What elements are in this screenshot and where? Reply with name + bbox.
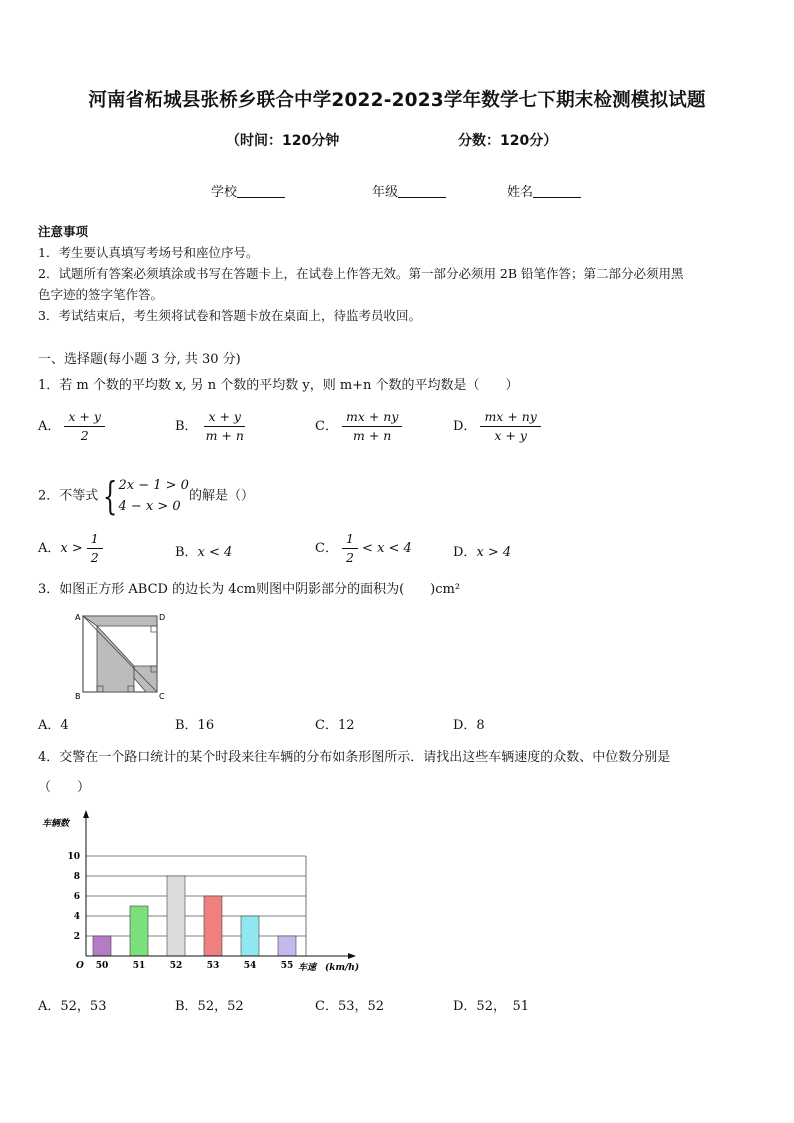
q1-option-d: D． $\frac{mx + ny}{x + y}$	[453, 410, 541, 443]
school-blank	[237, 185, 285, 198]
x-tick-label: 54	[243, 961, 257, 971]
q3-option-b: B．16	[175, 718, 215, 733]
q4-option-c: C．53，52	[315, 999, 385, 1014]
inequality-system: 2x − 1 > 0 4 − x > 0	[118, 478, 189, 514]
q4-option-a: A．52，53	[38, 999, 107, 1014]
bar-51	[130, 906, 148, 956]
name-label: 姓名	[507, 185, 534, 200]
x-axis-arrow	[348, 953, 356, 959]
q2-option-b: B．x < 4	[175, 545, 233, 560]
vertex-c: C	[159, 692, 165, 701]
y-tick-label: 8	[73, 872, 80, 882]
school-label: 学校	[211, 185, 238, 200]
question-4-paren: （ ）	[38, 780, 91, 795]
notes-line-2b: 色字迹的签字笔作答。	[38, 287, 164, 302]
y-tick-label: 4	[73, 912, 80, 922]
x-axis-title: 车速 (km/h)	[298, 963, 360, 973]
x-tick-label: 52	[169, 961, 183, 971]
chart-grid	[86, 856, 306, 956]
y-tick-label: 6	[73, 892, 80, 902]
vertex-a: A	[75, 613, 81, 622]
q2-option-d: D．x > 4	[453, 545, 512, 560]
q1-option-b: B． $\frac{x + y}{m + n}$	[175, 409, 244, 443]
question-4-stem: 4．交警在一个路口统计的某个时段来往车辆的分布如条形图所示．请找出这些车辆速度的众数、中位数分别是	[38, 750, 671, 765]
grade-label: 年级	[372, 185, 399, 200]
vertex-d: D	[159, 613, 166, 622]
x-tick-label: 53	[206, 961, 220, 971]
section-heading: 一、选择题(每小题 3 分, 共 30 分)	[38, 352, 241, 367]
origin-label: O	[76, 961, 84, 971]
speed-bar-chart	[38, 808, 368, 980]
x-tick-label: 50	[95, 961, 109, 971]
vertex-b: B	[75, 692, 81, 701]
square-figure	[70, 608, 170, 704]
grade-field	[372, 181, 446, 200]
brace-symbol: {	[103, 474, 118, 518]
q2-option-c: C． $\frac{1}{2}$ < x < 4	[315, 531, 412, 565]
q1-option-a: A． $\frac{x + y}{2}$	[38, 410, 105, 443]
question-1-stem: 1．若 m 个数的平均数 x, 另 n 个数的平均数 y，则 m+n 个数的平均数是（ ）	[38, 378, 519, 393]
bar-55	[278, 936, 296, 956]
q3-option-d: D．8	[453, 718, 485, 733]
notes-heading: 注意事项	[38, 224, 89, 239]
notes-line-2a: 2．试题所有答案必须填涂或书写在答题卡上，在试卷上作答无效。第一部分必须用 2B 铅笔作答；第二部分必须用黑	[38, 266, 684, 281]
exam-time: （时间：120分钟	[226, 133, 340, 149]
q1-option-c: C． $\frac{mx + ny}{m + n}$	[315, 410, 402, 443]
y-axis-arrow	[83, 810, 89, 818]
q4-option-b: B．52，52	[175, 999, 244, 1014]
bar-50	[93, 936, 111, 956]
exam-score: 分数：120分）	[458, 133, 558, 149]
x-tick-label: 55	[280, 961, 294, 971]
name-field	[507, 181, 581, 200]
q3-option-c: C．12	[315, 718, 355, 733]
y-axis-title: 车辆数	[42, 819, 70, 829]
question-2-stem: 2．不等式 { 2x − 1 > 0 4 − x > 0 的解是（）	[38, 474, 254, 518]
school-field	[211, 181, 285, 200]
q2-option-a: A．x > $\frac{1}{2}$	[38, 532, 103, 565]
q3-option-a: A．4	[38, 718, 69, 733]
y-tick-label: 10	[67, 852, 80, 862]
bar-52	[167, 876, 185, 956]
name-blank	[533, 185, 581, 198]
bar-54	[241, 916, 259, 956]
notes-line-1: 1．考生要认真填写考场号和座位序号。	[38, 245, 259, 260]
x-tick-label: 51	[132, 961, 146, 971]
q4-option-d: D．52， 51	[453, 999, 530, 1014]
bar-53	[204, 896, 222, 956]
grade-blank	[398, 185, 446, 198]
page-title: 河南省柘城县张桥乡联合中学2022-2023学年数学七下期末检测模拟试题	[88, 90, 706, 111]
notes-line-3: 3．考试结束后，考生须将试卷和答题卡放在桌面上，待监考员收回。	[38, 308, 421, 323]
question-3-stem: 3．如图正方形 ABCD 的边长为 4cm则图中阴影部分的面积为( )cm²	[38, 582, 461, 597]
y-tick-label: 2	[73, 932, 80, 942]
